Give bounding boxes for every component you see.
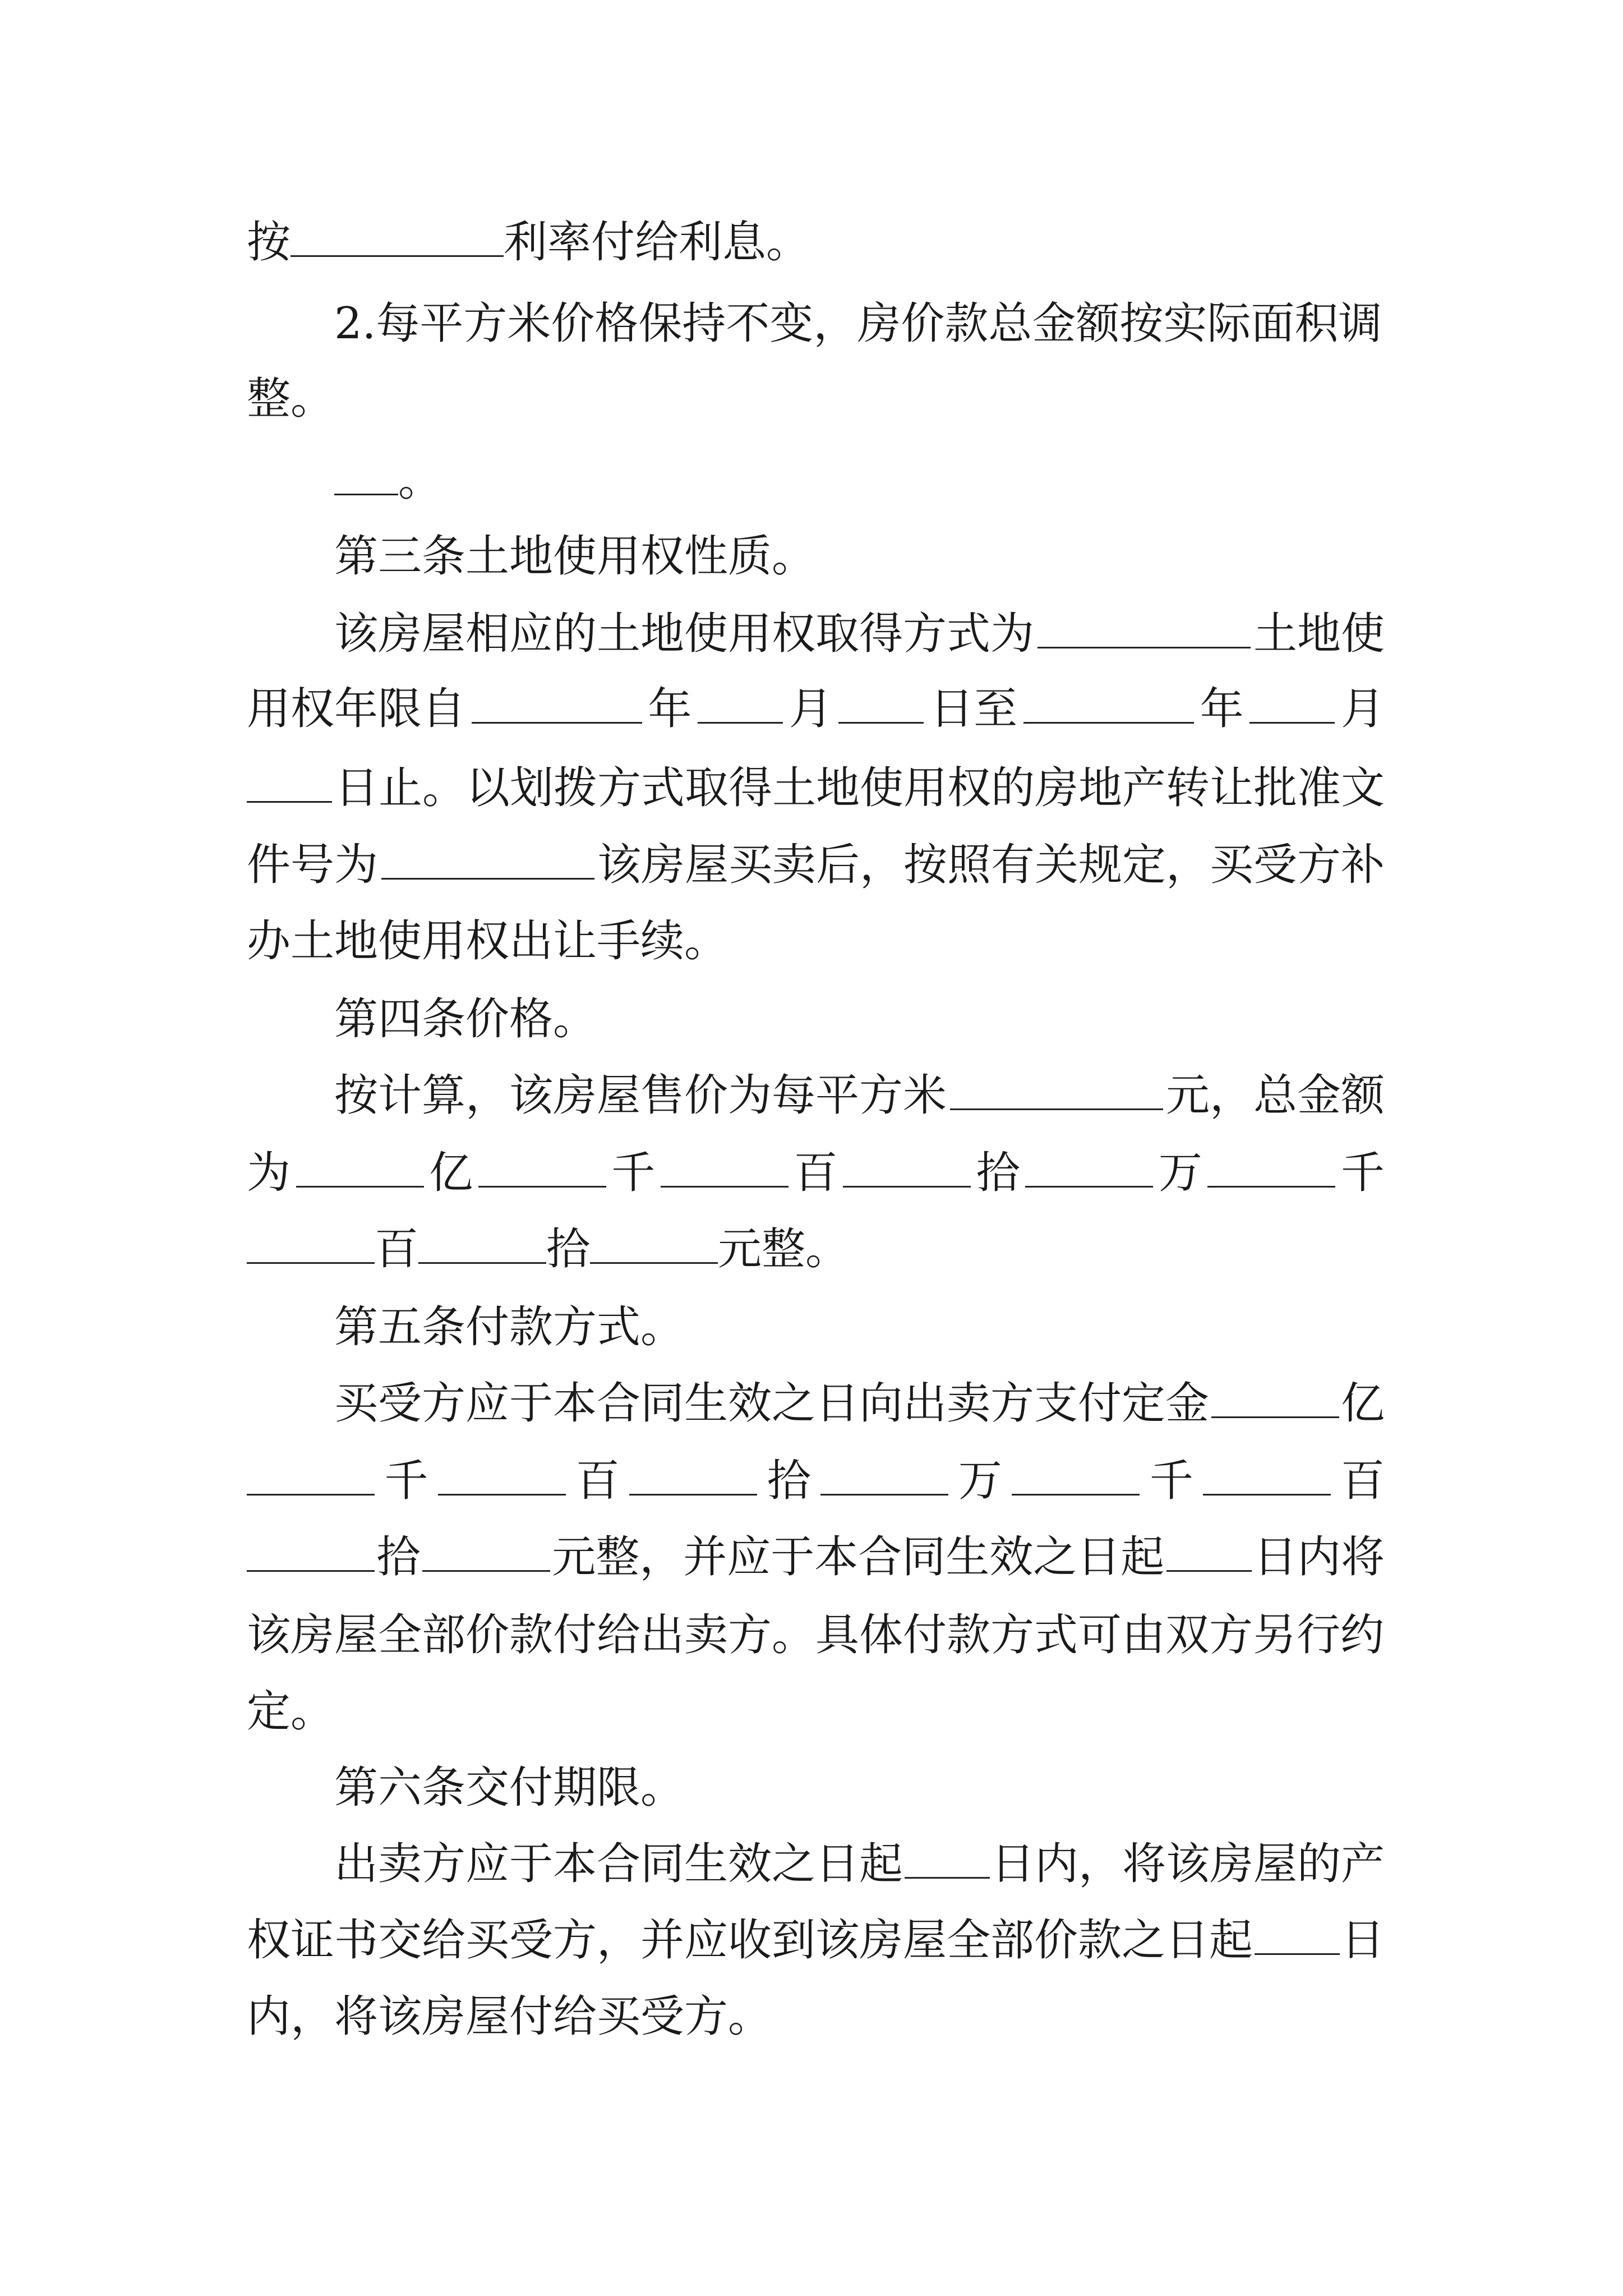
text-segment: 买受方应于本合同生效之日向出卖方支付定金 <box>334 1378 1210 1429</box>
text-segment: 亿 <box>429 1148 473 1198</box>
section-heading-6 <box>334 1760 727 1816</box>
text-segment: 千 <box>1340 1148 1385 1198</box>
fill-in-blank <box>590 1225 718 1264</box>
section-heading-4 <box>334 991 615 1047</box>
text-segment: 月 <box>1340 684 1385 734</box>
text-segment: 百 <box>1340 1456 1385 1506</box>
text-segment: 千 <box>1149 1456 1193 1506</box>
text-line-8 <box>247 760 1385 816</box>
text-line-7 <box>247 681 1385 737</box>
text-segment: 元，总金额 <box>1165 1070 1385 1121</box>
text-line-23 <box>247 1912 1385 1968</box>
text-line-4 <box>334 453 446 509</box>
fill-in-blank <box>1166 1533 1252 1572</box>
fill-in-blank <box>291 218 504 257</box>
text-segment: 。 <box>398 455 442 506</box>
text-line-9 <box>247 837 1385 893</box>
section-heading-3 <box>334 528 839 585</box>
text-line-3 <box>247 371 336 427</box>
text-segment: 百 <box>575 1456 620 1506</box>
fill-in-blank <box>296 1149 424 1188</box>
fill-in-blank <box>1249 685 1335 724</box>
fill-in-blank <box>1211 1379 1339 1418</box>
text-segment: 利率付给利息。 <box>504 217 810 268</box>
text-segment: 按计算，该房屋售价为每平方米 <box>334 1070 947 1121</box>
text-segment: 出卖方应于本合同生效之日起 <box>334 1839 903 1889</box>
text-segment: 元整。 <box>718 1224 850 1274</box>
fill-in-blank <box>478 1149 606 1188</box>
text-line-17 <box>247 1453 1385 1509</box>
text-line-14 <box>247 1221 864 1277</box>
text-segment: 第三条土地使用权性质。 <box>334 531 816 582</box>
fill-in-blank <box>438 1457 566 1496</box>
text-line-20 <box>247 1683 336 1740</box>
fill-in-blank <box>418 1225 546 1264</box>
text-segment: 用权年限自 <box>247 684 466 734</box>
text-line-16 <box>334 1375 1385 1432</box>
text-segment: 拾 <box>767 1456 811 1506</box>
text-segment: 该房屋相应的土地使用权取得方式为 <box>334 609 1035 659</box>
section-heading-5 <box>334 1299 727 1355</box>
text-segment: 日内，将该房屋的产 <box>990 1839 1385 1889</box>
text-segment: 为 <box>247 1148 291 1198</box>
text-line-6 <box>334 606 1385 662</box>
fill-in-blank <box>247 1225 375 1264</box>
fill-in-blank <box>1203 1457 1331 1496</box>
fill-in-blank <box>1207 1149 1335 1188</box>
text-segment: 年 <box>1200 684 1244 734</box>
text-segment: 第六条交付期限。 <box>334 1763 685 1813</box>
fill-in-blank <box>247 764 332 803</box>
text-segment: 定。 <box>247 1686 335 1737</box>
text-segment: 千 <box>384 1456 428 1506</box>
text-line-13 <box>247 1145 1385 1201</box>
fill-in-blank <box>838 685 924 724</box>
fill-in-blank <box>1255 1916 1340 1955</box>
text-line-22 <box>334 1836 1385 1892</box>
text-segment: 日至 <box>930 684 1018 734</box>
fill-in-blank <box>1038 610 1251 648</box>
text-segment: 万 <box>958 1456 1002 1506</box>
text-segment: 日内将 <box>1253 1532 1385 1582</box>
fill-in-blank <box>843 1149 971 1188</box>
fill-in-blank <box>950 1071 1163 1110</box>
text-segment: 千 <box>611 1148 656 1198</box>
text-segment: 亿 <box>1340 1378 1385 1429</box>
fill-in-blank <box>1012 1457 1140 1496</box>
fill-in-blank <box>472 685 642 724</box>
text-segment: 拾 <box>546 1224 591 1274</box>
text-segment: 权证书交给买受方，并应收到该房屋全部价款之日起 <box>247 1915 1253 1966</box>
text-segment: 按 <box>247 217 291 268</box>
fill-in-blank <box>905 1840 990 1879</box>
text-line-10 <box>247 913 751 969</box>
text-segment: 土地使 <box>1253 609 1385 659</box>
text-line-12 <box>334 1068 1385 1124</box>
text-line-2 <box>334 296 1385 352</box>
text-segment: 百 <box>375 1224 419 1274</box>
fill-in-blank <box>629 1457 757 1496</box>
fill-in-blank <box>698 685 783 724</box>
text-segment: 拾 <box>976 1148 1020 1198</box>
text-segment: 该房屋买卖后，按照有关规定，买受方补 <box>597 840 1385 890</box>
fill-in-blank <box>247 1533 375 1572</box>
fill-in-blank <box>661 1149 789 1188</box>
text-segment: 2.每平方米价格保持不变，房价款总金额按实际面积调 <box>334 298 1382 349</box>
text-line-1 <box>247 214 810 270</box>
text-segment: 第四条价格。 <box>334 994 597 1045</box>
fill-in-blank <box>247 1457 375 1496</box>
fill-in-blank <box>820 1457 948 1496</box>
text-segment: 办土地使用权出让手续。 <box>247 916 728 967</box>
text-line-19 <box>247 1607 1385 1663</box>
text-line-18 <box>247 1529 1385 1585</box>
text-segment: 拾 <box>376 1532 421 1582</box>
text-segment: 件号为 <box>247 840 379 890</box>
fill-in-blank <box>422 1533 550 1572</box>
fill-in-blank <box>381 841 594 880</box>
text-segment: 月 <box>789 684 833 734</box>
text-segment: 内，将该房屋付给买受方。 <box>247 1991 772 2042</box>
text-line-24 <box>247 1989 864 2045</box>
text-segment: 日 <box>1340 1915 1385 1966</box>
text-segment: 整。 <box>247 374 335 424</box>
fill-in-blank <box>1025 1149 1153 1188</box>
text-segment: 该房屋全部价款付给出卖方。具体付款方式可由双方另行约 <box>247 1610 1385 1660</box>
text-segment: 百 <box>794 1148 838 1198</box>
text-segment: 日止。以划拨方式取得土地使用权的房地产转让批准文 <box>334 763 1385 813</box>
text-segment: 万 <box>1158 1148 1202 1198</box>
text-segment: 元整，并应于本合同生效之日起 <box>552 1532 1165 1582</box>
text-segment: 年 <box>648 684 692 734</box>
fill-in-blank <box>334 457 398 495</box>
text-segment: 第五条付款方式。 <box>334 1302 685 1352</box>
fill-in-blank <box>1023 685 1194 724</box>
